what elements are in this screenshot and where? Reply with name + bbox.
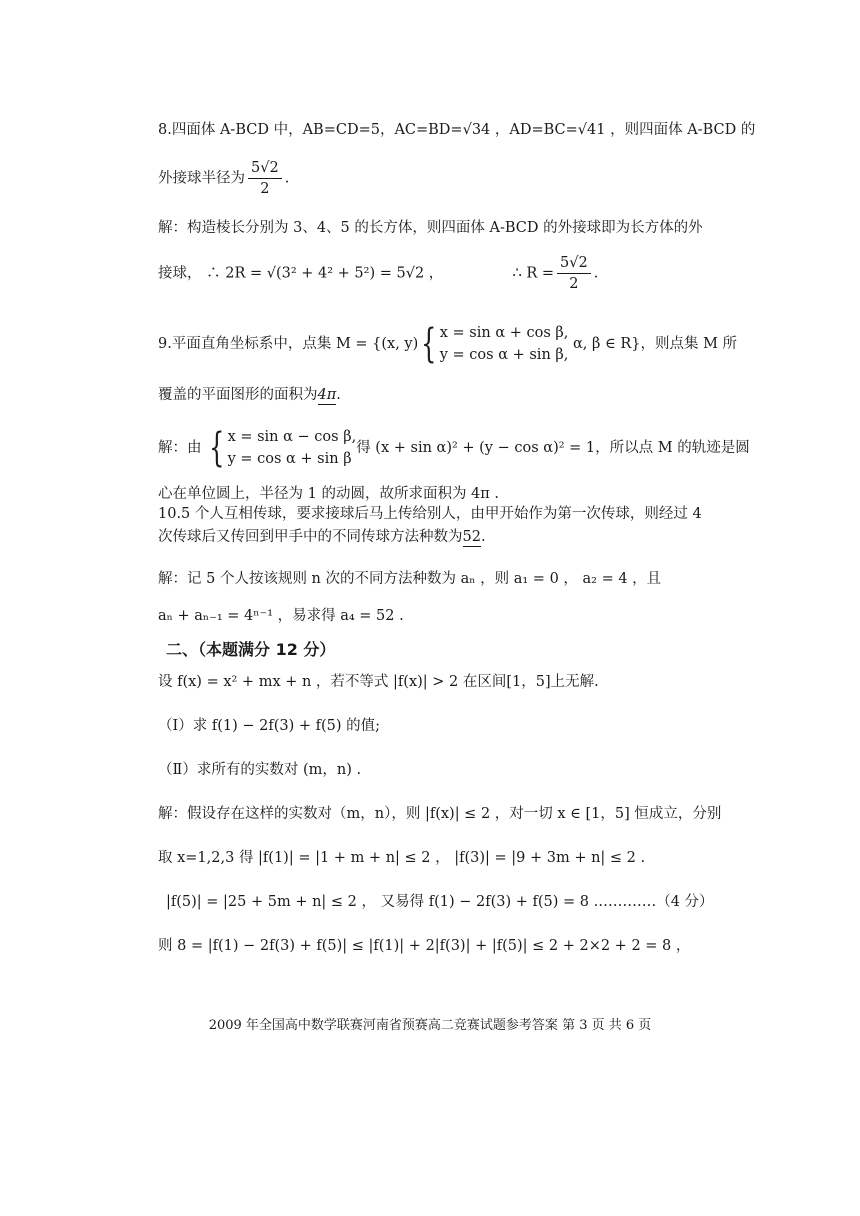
q9-sol-suffix: 得 (x + sin α)² + (y − cos α)² = 1，所以点 M 的轨迹是圆 (356, 440, 750, 456)
q9-sol-sys-top: x = sin α − cos β, (227, 429, 357, 445)
q8-sol-frac (557, 253, 591, 294)
q10-line2: 次传球后又传回到甲手中的不同传球方法种数为52. (158, 529, 486, 545)
q9-line2-prefix: 覆盖的平面图形的面积为 (158, 387, 318, 403)
q8-answer-den: 2 (260, 181, 270, 197)
q9-answer: 4π (317, 387, 337, 403)
q9-line1: 9.平面直角坐标系中，点集 M = {(x, y){ x = sin α + cos β, y = cos α + sin β, α, β ∈ R}，则点集 M 所 (158, 321, 738, 367)
q10-answer: 52 (462, 529, 481, 545)
q9-line1-prefix: 9.平面直角坐标系中，点集 M = {(x, y) (158, 336, 419, 352)
q8-sol2-a: 接球， ∴ 2R = √(3² + 4² + 5²) = 5√2 ， (158, 265, 444, 282)
q8-sol-num: 5√2 (557, 253, 591, 274)
q10-solution-line1: 解：记 5 个人按该规则 n 次的不同方法种数为 aₙ ，则 a₁ = 0 ， a₂ = 4 ，且 (158, 571, 662, 587)
q8-line2: 外接球半径为 $\frac{5√2}{2}$ . (158, 160, 290, 197)
section2-heading: 二、（本题满分 12 分） (166, 640, 336, 659)
q9-line2: 覆盖的平面图形的面积为4π. (158, 387, 341, 403)
q8-solution-line2: 接球， ∴ 2R = √(3² + 4² + 5²) = 5√2 ， ∴ R = $\frac{5√2}{2}$ . (158, 255, 599, 292)
q9-system (440, 322, 569, 366)
q8-solution-line1: 解：构造棱长分别为 3、4、5 的长方体，则四面体 A-BCD 的外接球即为长方体的外 (158, 220, 703, 236)
q10-line2-prefix: 次传球后又传回到甲手中的不同传球方法种数为 (158, 529, 463, 545)
q9-solution-line1: 解：由 { x = sin α − cos β, y = cos α + sin β 得 (x + sin α)² + (y − cos α)² = 1，所以点 M 的轨迹是圆 (158, 425, 750, 471)
q8-sol-den: 2 (569, 276, 579, 292)
q8-sol2-b: ∴ R = (512, 265, 555, 282)
q9-sys-top: x = sin α + cos β, (439, 325, 569, 341)
q10-line1: 10.5 个人互相传球，要求接球后马上传给别人，由甲开始作为第一次传球，则经过 4 (158, 506, 702, 522)
section2-stem: 设 f(x) = x² + mx + n ，若不等式 |f(x)| > 2 在区间[1，5]上无解. (158, 674, 599, 690)
q8-line1: 8.四面体 A-BCD 中，AB=CD=5，AC=BD=√34 ，AD=BC=√41 ，则四面体 A-BCD 的 (158, 122, 756, 138)
section2-part1: （Ⅰ）求 f(1) − 2f(3) + f(5) 的值; (158, 718, 381, 734)
q9-sol-system (228, 426, 357, 470)
q9-sol-sys-bot: y = cos α + sin β (227, 451, 352, 467)
q8-answer (248, 158, 282, 199)
section2-solution-line3: |f(5)| = |25 + 5m + n| ≤ 2 ， 又易得 f(1) − 2f(3) + f(5) = 8 .…………（4 分） (166, 894, 714, 910)
q9-sys-bot: y = cos α + sin β, (439, 347, 569, 363)
q8-line2-prefix: 外接球半径为 (158, 170, 245, 187)
q10-solution-line2: aₙ + aₙ₋₁ = 4ⁿ⁻¹ ，易求得 a₄ = 52 . (158, 608, 404, 624)
section2-solution-line4: 则 8 = |f(1) − 2f(3) + f(5)| ≤ |f(1)| + 2|f(3)| + |f(5)| ≤ 2 + 2×2 + 2 = 8 ， (158, 938, 691, 954)
q9-sol-prefix: 解：由 (158, 440, 202, 456)
q8-answer-num: 5√2 (248, 158, 282, 179)
page-footer: 2009 年全国高中数学联赛河南省预赛高二竞赛试题参考答案 第 3 页 共 6 页 (208, 1018, 652, 1033)
q9-solution-line2: 心在单位圆上，半径为 1 的动圆，故所求面积为 4π . (158, 486, 500, 502)
section2-solution-line2: 取 x=1,2,3 得 |f(1)| = |1 + m + n| ≤ 2 ， |f(3)| = |9 + 3m + n| ≤ 2 . (158, 850, 646, 866)
q9-line1-suffix: α, β ∈ R}，则点集 M 所 (573, 336, 738, 352)
section2-part2: （Ⅱ）求所有的实数对 (m，n) . (158, 762, 362, 778)
section2-solution-line1: 解：假设存在这样的实数对（m，n），则 |f(x)| ≤ 2 ，对一切 x ∈ [1，5] 恒成立，分别 (158, 806, 722, 822)
